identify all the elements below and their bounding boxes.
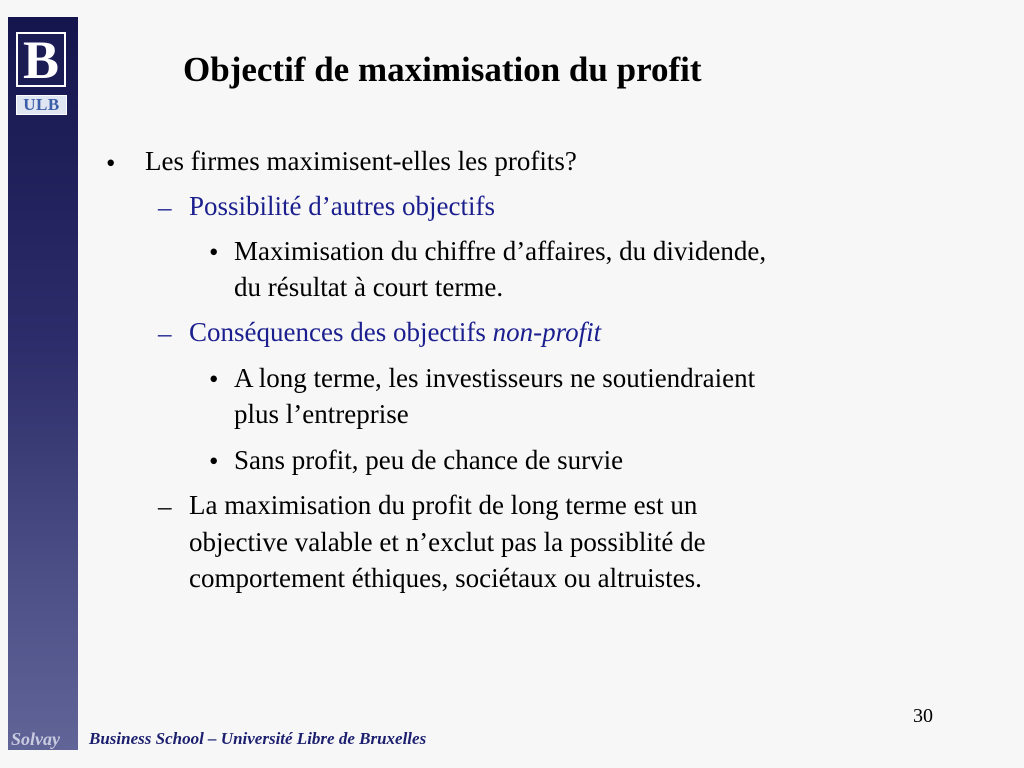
bullet-marker: •: [209, 364, 219, 394]
ulb-label: ULB: [16, 95, 67, 115]
dash-marker: –: [158, 192, 172, 222]
bullet-l2-maximisation-c: comportement éthiques, sociétaux ou altruistes.: [189, 563, 702, 593]
non-profit-italic: non-profit: [492, 317, 602, 347]
bullet-l3-maximisation-a: Maximisation du chiffre d’affaires, du dividende,: [234, 236, 767, 266]
dash-marker: –: [158, 318, 172, 348]
bullet-l3-maximisation-b: du résultat à court terme.: [234, 272, 504, 302]
bullet-l3-long-terme-a: A long terme, les investisseurs ne soutiendraient: [234, 363, 756, 393]
bullet-l2-maximisation-a: La maximisation du profit de long terme est un: [189, 490, 698, 520]
logo-letter: B: [22, 29, 60, 90]
footer-school-name: Business School – Université Libre de Bruxelles: [89, 729, 427, 748]
bullet-l1: Les firmes maximisent-elles les profits?: [145, 146, 577, 176]
slide-title: Objectif de maximisation du profit: [183, 50, 702, 89]
bullet-marker: •: [209, 446, 219, 476]
consequences-text: Conséquences des objectifs: [189, 317, 493, 347]
left-sidebar-band: [8, 17, 78, 750]
dash-marker: –: [158, 491, 172, 521]
bullet-l2-maximisation-b: objective valable et n’exclut pas la possiblité de: [189, 527, 706, 557]
ulb-logo-icon: [16, 29, 66, 90]
bullet-l2-consequences: [189, 316, 601, 348]
bullet-l3-long-terme-b: plus l’entreprise: [234, 399, 409, 429]
footer-solvay: Solvay: [11, 729, 60, 749]
bullet-l2-possibilite: Possibilité d’autres objectifs: [189, 191, 495, 221]
bullet-marker: •: [209, 237, 219, 267]
page-number: 30: [913, 705, 933, 727]
bullet-marker: •: [106, 148, 116, 178]
bullet-l3-sans-profit: Sans profit, peu de chance de survie: [234, 445, 624, 475]
